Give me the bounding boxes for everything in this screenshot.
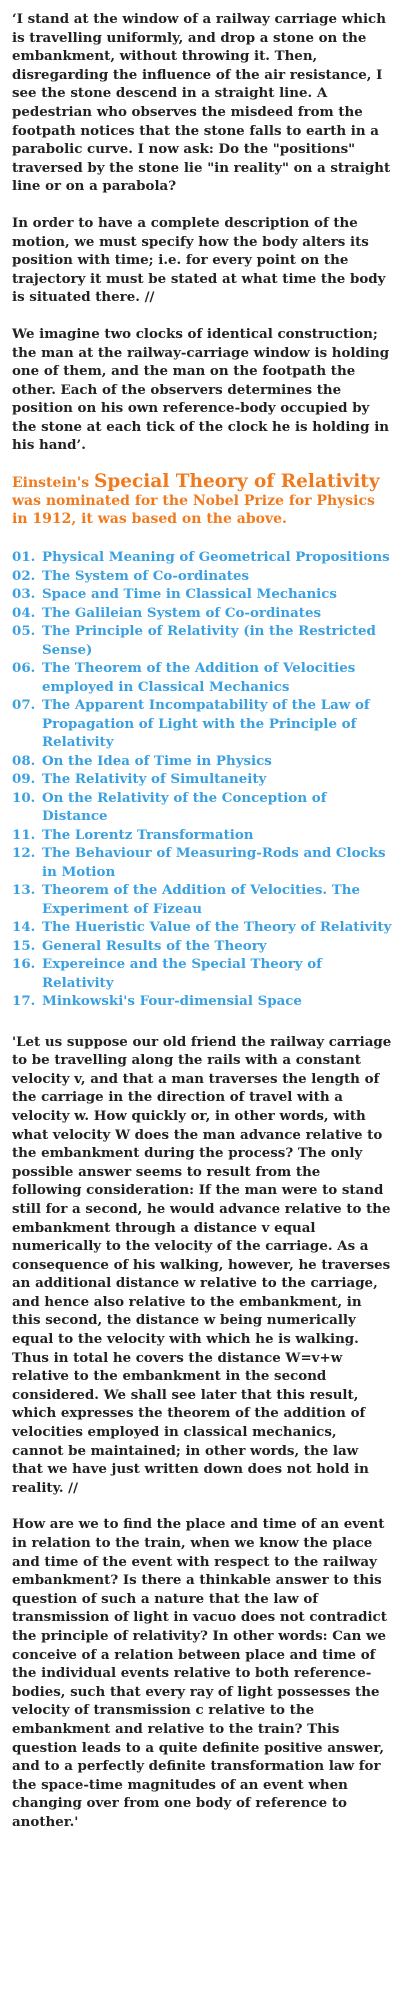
heading-suffix: was nominated for the Nobel Prize for Physics in 1912, it was based on the above. xyxy=(12,493,375,528)
toc-item-title: The Behaviour of Measuring-Rods and Clocks in Motion xyxy=(42,845,386,880)
intro-paragraph-3: We imagine two clocks of identical construction; the man at the railway-carriage window is holding one of them, and the man on the footpath the other. Each of the observers determines the position on his own reference-body occupied by the stone at each tick of the clock he is holding in his hand’. xyxy=(12,325,390,454)
toc-item-title: The Theorem of the Addition of Velocities employed in Classical Mechanics xyxy=(42,660,356,695)
toc-item-number: 09. xyxy=(12,771,36,788)
toc-item-title: The Galileian System of Co-ordinates xyxy=(42,604,322,621)
toc-item-title: Expereince and the Special Theory of Relativity xyxy=(42,956,322,991)
toc-item-title: The Apparent Incompatability of the Law of Propagation of Light with the Principle of Relativity xyxy=(42,697,370,751)
toc-item-number: 17. xyxy=(12,993,36,1010)
heading-title: Special Theory of Relativity xyxy=(93,471,380,493)
nobel-heading xyxy=(12,473,392,528)
toc-item[interactable] xyxy=(12,659,392,696)
table-of-contents xyxy=(12,548,392,1011)
toc-item-title: Physical Meaning of Geometrical Propositions xyxy=(42,549,390,566)
toc-item-number: 10. xyxy=(12,789,36,806)
toc-item-number: 15. xyxy=(12,937,36,954)
toc-item[interactable] xyxy=(12,770,392,789)
toc-item-title: On the Relativity of the Conception of Distance xyxy=(42,789,327,825)
heading-prefix: Einstein's xyxy=(12,475,94,492)
toc-item[interactable] xyxy=(12,622,392,659)
toc-item[interactable] xyxy=(12,937,392,956)
intro-paragraph-2: In order to have a complete description of the motion, we must specify how the body alters its position with time; i.e. for every point on the trajectory it must be stated at what time the body is situated there. // xyxy=(12,214,386,306)
toc-item[interactable] xyxy=(12,548,392,567)
toc-item-number: 03. xyxy=(12,586,36,603)
toc-item-number: 16. xyxy=(12,956,36,973)
toc-item-title: The Hueristic Value of the Theory of Relativity xyxy=(42,919,392,936)
toc-item[interactable] xyxy=(12,844,392,881)
toc-item-title: Theorem of the Addition of Velocities. The Experiment of Fizeau xyxy=(42,882,360,917)
toc-item[interactable] xyxy=(12,604,392,623)
outro-paragraph-2: How are we to find the place and time of an event in relation to the train, when we know the place and time of the event with respect to the railway embankment? Is there a thinkable answer to this question of such a nature that the law of transmission of light in vacuo does not contradict the principle of relativity? In other words: Can we conceive of a relation between place and time of the individual events relative to both reference-bodies, such that every ray of light possesses the velocity of transmission c relative to the embankment and relative to the train? This question leads to a quite definite positive answer, and to a perfectly definite transformation law for the space-time magnitudes of an event when changing over from one body of reference to another.' xyxy=(12,1516,387,1830)
toc-item-title: General Results of the Theory xyxy=(42,937,267,954)
toc-item-number: 02. xyxy=(12,567,36,584)
toc-item[interactable] xyxy=(12,918,392,937)
toc-item-number: 04. xyxy=(12,604,36,621)
toc-item-number: 11. xyxy=(12,826,36,843)
toc-item-number: 13. xyxy=(12,882,36,899)
toc-item[interactable] xyxy=(12,826,392,845)
toc-item-number: 08. xyxy=(12,752,36,769)
toc-item[interactable] xyxy=(12,567,392,586)
toc-item[interactable] xyxy=(12,789,392,826)
toc-item[interactable] xyxy=(12,992,392,1011)
toc-item-title: On the Idea of Time in Physics xyxy=(42,752,272,769)
toc-item-title: Minkowski's Four-dimensial Space xyxy=(42,993,302,1010)
toc-item-title: The Relativity of Simultaneity xyxy=(42,771,267,788)
toc-item[interactable] xyxy=(12,696,392,752)
toc-item-title: The Lorentz Transformation xyxy=(42,826,254,843)
toc-item-number: 14. xyxy=(12,919,36,936)
toc-item-title: The Principle of Relativity (in the Restricted Sense) xyxy=(42,623,376,658)
toc-item[interactable] xyxy=(12,752,392,771)
toc-item-number: 01. xyxy=(12,549,36,566)
intro-paragraph-1: ‘I stand at the window of a railway carriage which is travelling uniformly, and drop a stone on the embankment, without throwing it. Then, disregarding the influence of the air resistance, I see the stone descend in a straight line. A pedestrian who observes the misdeed from the footpath notices that the stone falls to earth in a parabolic curve. I now ask: Do the "positions" traversed by the stone lie "in reality" on a straight line or on a parabola? xyxy=(12,11,391,195)
toc-item-number: 12. xyxy=(12,845,36,862)
toc-item[interactable] xyxy=(12,585,392,604)
toc-item-number: 05. xyxy=(12,623,36,640)
toc-item-title: The System of Co-ordinates xyxy=(42,567,249,584)
toc-item[interactable] xyxy=(12,881,392,918)
outro-paragraph-1: 'Let us suppose our old friend the railway carriage to be travelling along the rails with a constant velocity v, and that a man traverses the length of the carriage in the direction of travel with a velocity w. How quickly or, in other words, with what velocity W does the man advance relative to the embankment during the process? The only possible answer seems to result from the following consideration: If the man were to stand still for a second, he would advance relative to the embankment through a distance v equal numerically to the velocity of the carriage. As a consequence of his walking, however, he traverses an additional distance w relative to the carriage, and hence also relative to the embankment, in this second, the distance w being numerically equal to the velocity with which he is walking. Thus in total he covers the distance W=v+w relative to the embankment in the second considered. We shall see later that this result, which expresses the theorem of the addition of velocities employed in classical mechanics, cannot be maintained; in other words, the law that we have just written down does not hold in reality. // xyxy=(12,1033,392,1496)
toc-item[interactable] xyxy=(12,955,392,992)
toc-item-title: Space and Time in Classical Mechanics xyxy=(42,586,337,603)
toc-item-number: 07. xyxy=(12,697,36,714)
toc-item-number: 06. xyxy=(12,660,36,677)
